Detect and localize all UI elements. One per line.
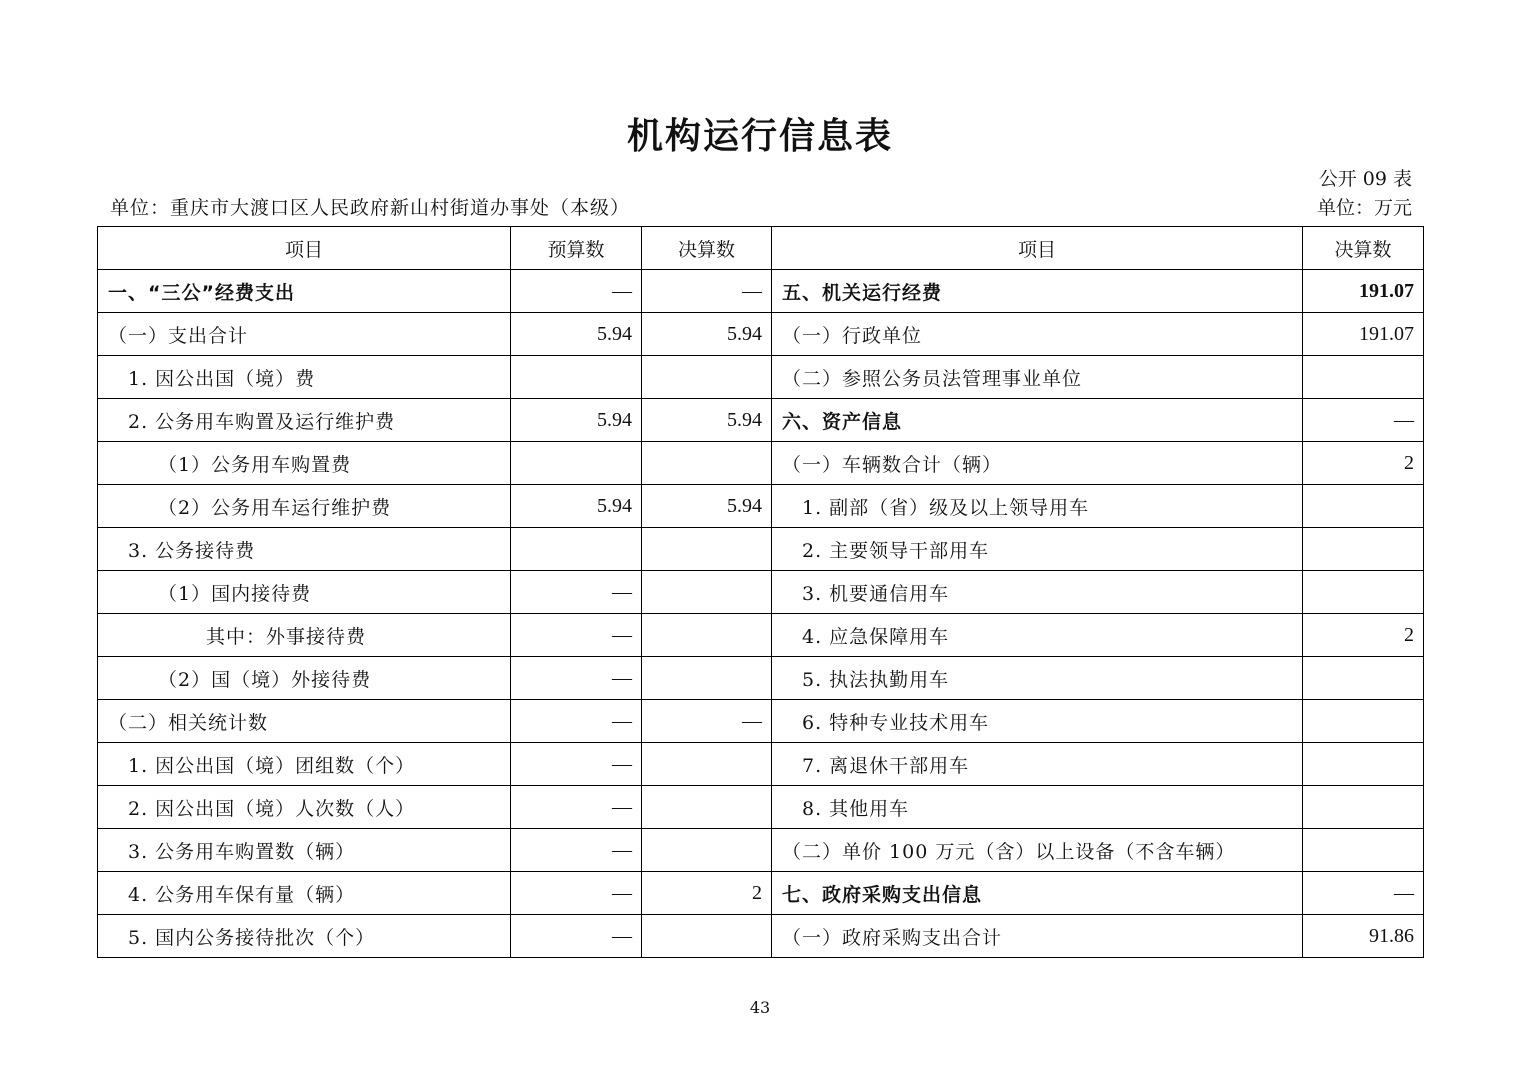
left-item: （一）支出合计 [98, 313, 511, 356]
right-final-value [1303, 743, 1424, 786]
right-item: 5. 执法执勤用车 [772, 657, 1303, 700]
left-item: 1. 因公出国（境）费 [98, 356, 511, 399]
right-item: （一）政府采购支出合计 [772, 915, 1303, 958]
right-final-value: 91.86 [1303, 915, 1424, 958]
right-item: 8. 其他用车 [772, 786, 1303, 829]
final-value: 5.94 [642, 313, 772, 356]
table-row [98, 915, 1424, 958]
header-budget: 预算数 [511, 227, 642, 270]
right-final-value [1303, 528, 1424, 571]
right-item: 3. 机要通信用车 [772, 571, 1303, 614]
left-item: 一、“三公”经费支出 [98, 270, 511, 313]
left-item: 4. 公务用车保有量（辆） [98, 872, 511, 915]
left-item: 3. 公务用车购置数（辆） [98, 829, 511, 872]
left-item: 2. 公务用车购置及运行维护费 [98, 399, 511, 442]
final-value [642, 528, 772, 571]
table-row [98, 786, 1424, 829]
table-row [98, 657, 1424, 700]
left-item: （二）相关统计数 [98, 700, 511, 743]
budget-value: — [511, 829, 642, 872]
right-final-value: 2 [1303, 614, 1424, 657]
header-final: 决算数 [642, 227, 772, 270]
budget-value [511, 528, 642, 571]
right-item: 七、政府采购支出信息 [772, 872, 1303, 915]
right-final-value [1303, 356, 1424, 399]
budget-value: — [511, 571, 642, 614]
right-final-value [1303, 700, 1424, 743]
right-final-value: — [1303, 872, 1424, 915]
right-item: 1. 副部（省）级及以上领导用车 [772, 485, 1303, 528]
budget-value: — [511, 872, 642, 915]
table-header-row [98, 227, 1424, 270]
page-title: 机构运行信息表 [626, 116, 893, 157]
right-item: 6. 特种专业技术用车 [772, 700, 1303, 743]
table-row [98, 872, 1424, 915]
left-item: （1）公务用车购置费 [98, 442, 511, 485]
final-value: 5.94 [642, 485, 772, 528]
budget-value: — [511, 657, 642, 700]
table-row [98, 571, 1424, 614]
final-value: — [642, 270, 772, 313]
header-left-item: 项目 [98, 227, 511, 270]
page-number: 43 [749, 998, 771, 1017]
left-item: 1. 因公出国（境）团组数（个） [98, 743, 511, 786]
left-item: （1）国内接待费 [98, 571, 511, 614]
right-final-value [1303, 786, 1424, 829]
right-final-value [1303, 485, 1424, 528]
budget-value: — [511, 700, 642, 743]
right-item: 7. 离退休干部用车 [772, 743, 1303, 786]
left-item: 其中：外事接待费 [98, 614, 511, 657]
right-final-value: 2 [1303, 442, 1424, 485]
unit-organization: 单位：重庆市大渡口区人民政府新山村街道办事处（本级） [110, 197, 631, 219]
table-row [98, 356, 1424, 399]
right-item: 4. 应急保障用车 [772, 614, 1303, 657]
final-value [642, 614, 772, 657]
form-number: 公开 09 表 [1318, 168, 1412, 190]
right-item: （一）车辆数合计（辆） [772, 442, 1303, 485]
left-item: （2）国（境）外接待费 [98, 657, 511, 700]
final-value [642, 915, 772, 958]
budget-value: — [511, 915, 642, 958]
right-final-value: 191.07 [1303, 270, 1424, 313]
final-value: — [642, 700, 772, 743]
right-item: （一）行政单位 [772, 313, 1303, 356]
left-item: 2. 因公出国（境）人次数（人） [98, 786, 511, 829]
table-row [98, 485, 1424, 528]
budget-value: — [511, 786, 642, 829]
table-row [98, 700, 1424, 743]
left-item: （2）公务用车运行维护费 [98, 485, 511, 528]
right-item: 六、资产信息 [772, 399, 1303, 442]
table-row [98, 614, 1424, 657]
table-row [98, 743, 1424, 786]
table-row [98, 313, 1424, 356]
header-right-item: 项目 [772, 227, 1303, 270]
final-value [642, 786, 772, 829]
final-value: 2 [642, 872, 772, 915]
right-item: 2. 主要领导干部用车 [772, 528, 1303, 571]
right-final-value [1303, 829, 1424, 872]
budget-value: 5.94 [511, 399, 642, 442]
final-value [642, 657, 772, 700]
final-value [642, 829, 772, 872]
final-value [642, 571, 772, 614]
left-item: 5. 国内公务接待批次（个） [98, 915, 511, 958]
right-item: （二）单价 100 万元（含）以上设备（不含车辆） [772, 829, 1303, 872]
table-row [98, 829, 1424, 872]
left-item: 3. 公务接待费 [98, 528, 511, 571]
budget-value [511, 356, 642, 399]
table-row [98, 442, 1424, 485]
final-value [642, 442, 772, 485]
right-final-value [1303, 657, 1424, 700]
budget-value: — [511, 270, 642, 313]
budget-value [511, 442, 642, 485]
budget-value: — [511, 614, 642, 657]
right-final-value [1303, 571, 1424, 614]
unit-currency: 单位：万元 [1316, 197, 1412, 219]
budget-value: — [511, 743, 642, 786]
budget-value: 5.94 [511, 485, 642, 528]
budget-value: 5.94 [511, 313, 642, 356]
right-item: （二）参照公务员法管理事业单位 [772, 356, 1303, 399]
info-table [97, 226, 1424, 958]
right-final-value: — [1303, 399, 1424, 442]
header-right-final: 决算数 [1303, 227, 1424, 270]
table-row [98, 399, 1424, 442]
final-value [642, 356, 772, 399]
right-item: 五、机关运行经费 [772, 270, 1303, 313]
table-row [98, 270, 1424, 313]
final-value: 5.94 [642, 399, 772, 442]
right-final-value: 191.07 [1303, 313, 1424, 356]
final-value [642, 743, 772, 786]
table-row [98, 528, 1424, 571]
